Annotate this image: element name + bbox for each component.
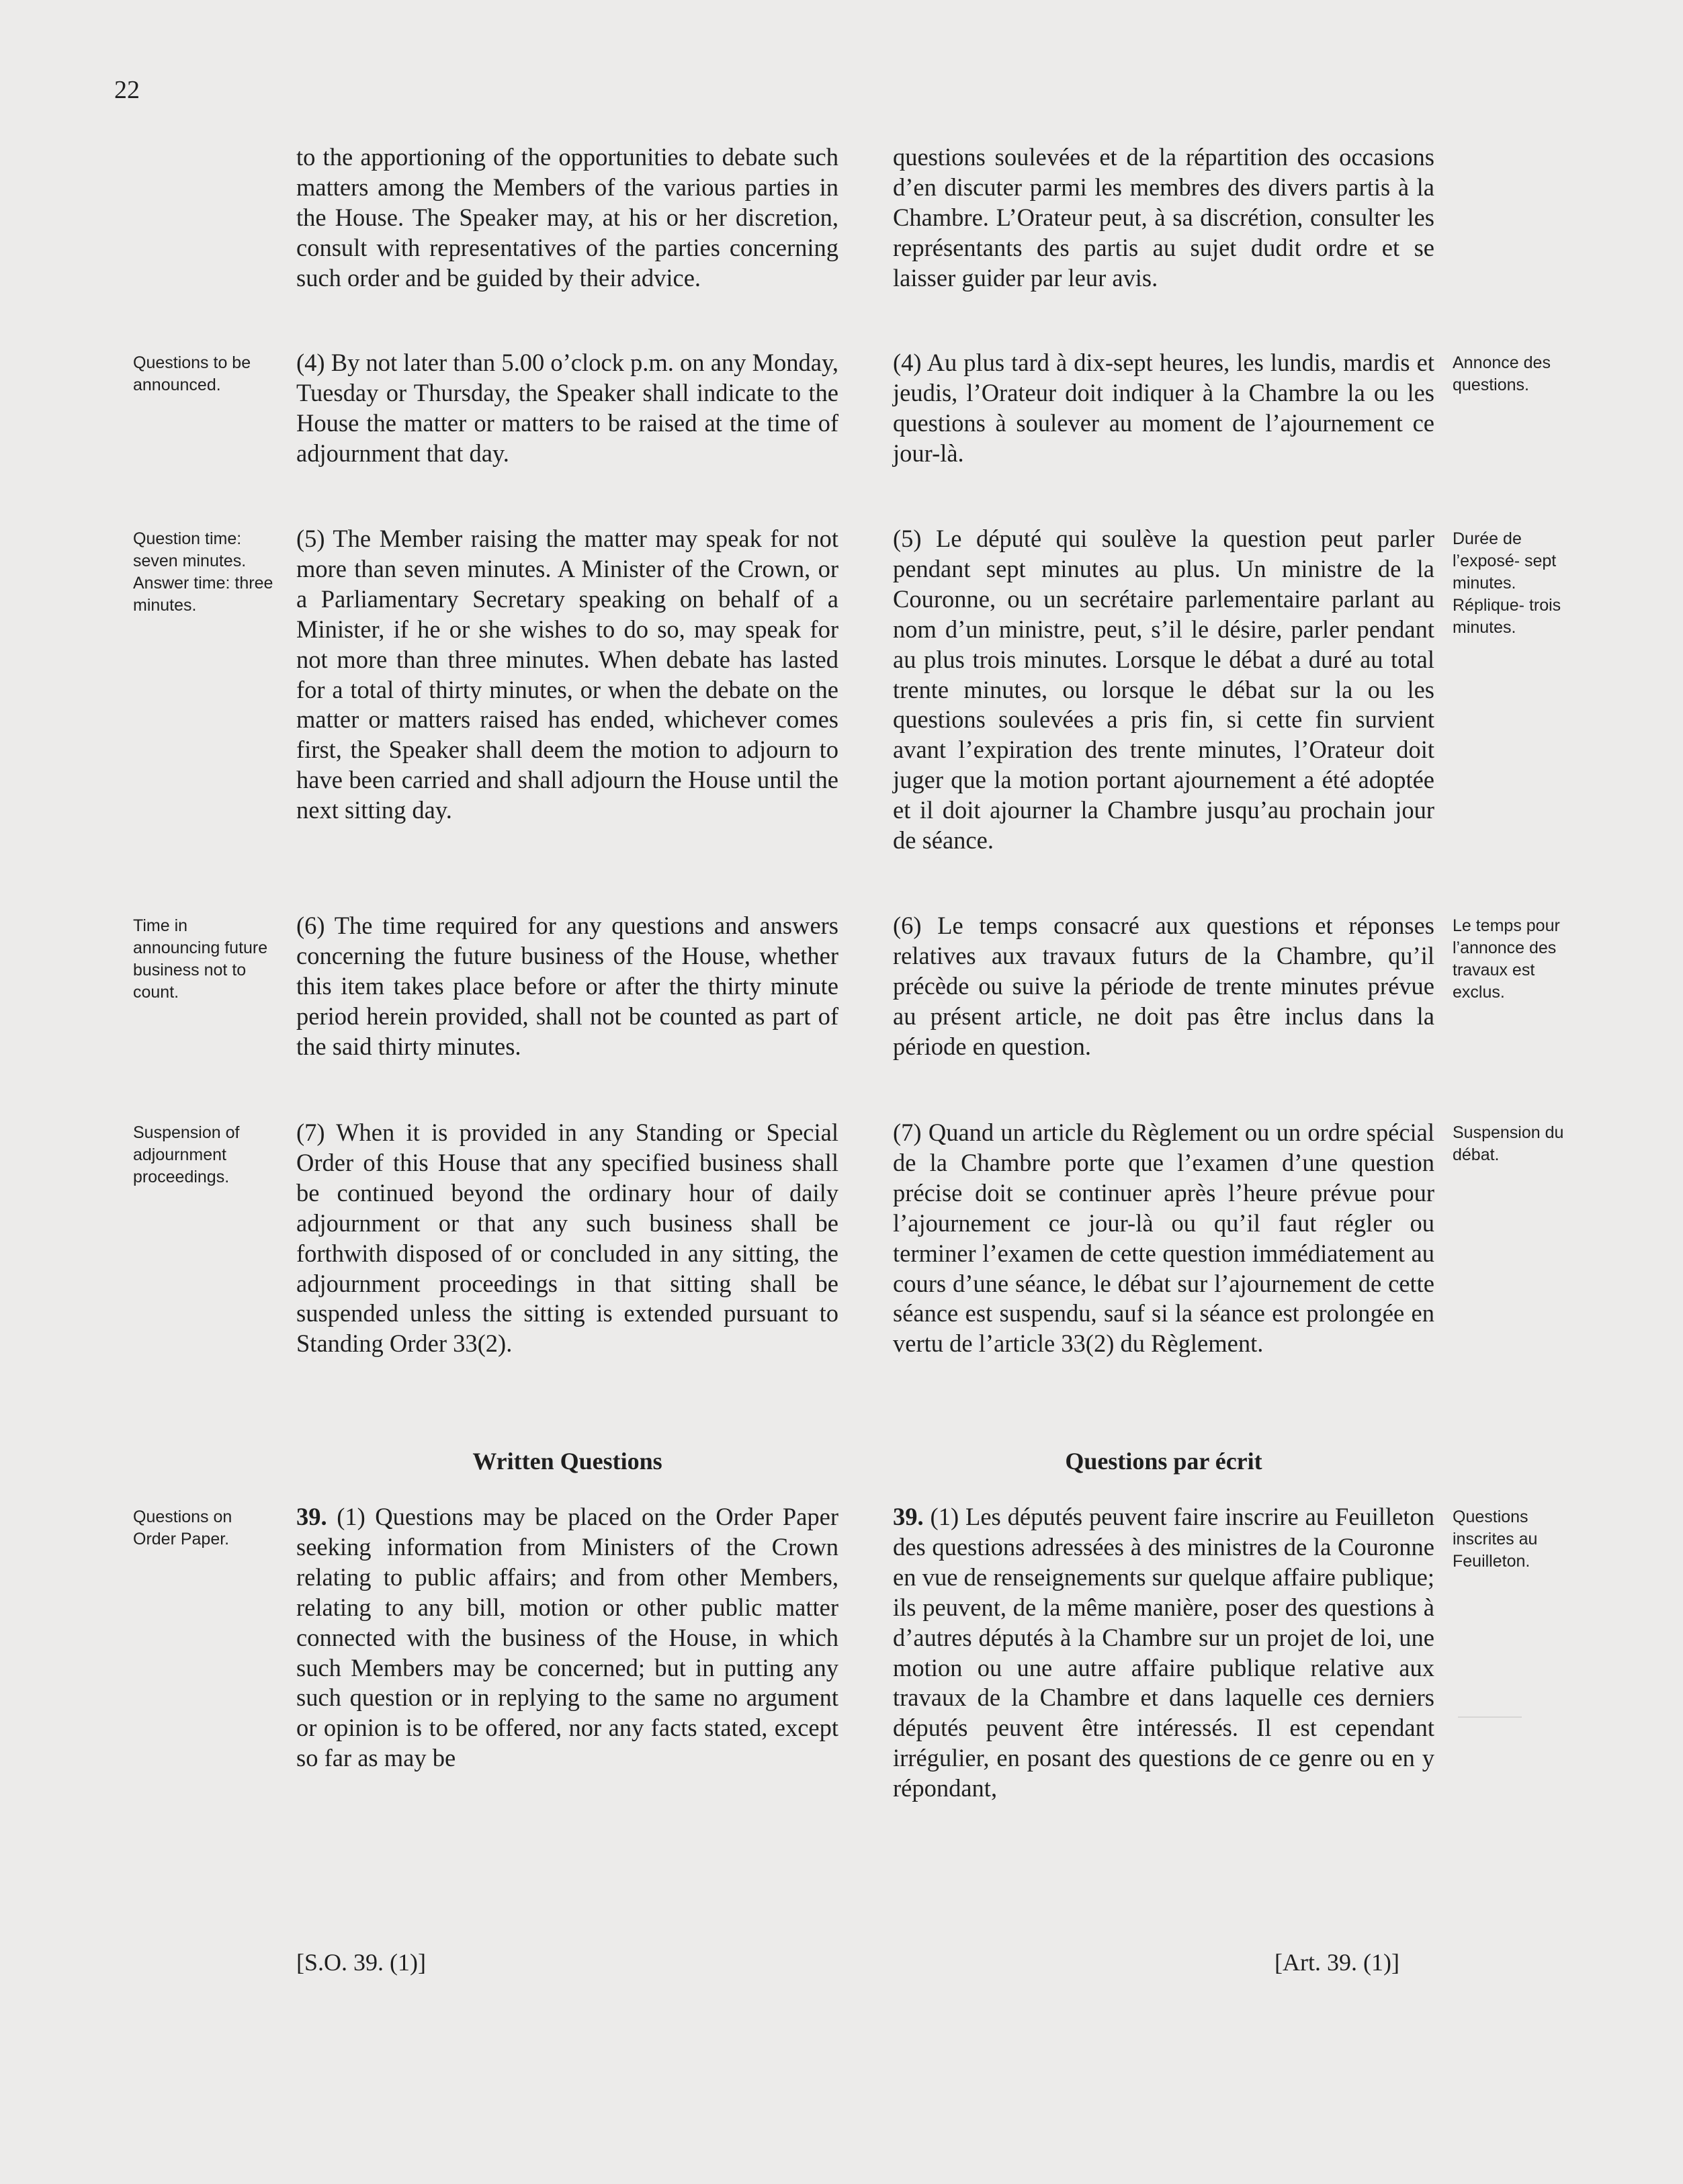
paragraph-7-fr: (7) Quand un article du Règlement ou un ordre spécial de la Chambre porte que l’examen d’une question précise doit se continuer après l’heure prévue pour l’ajournement ce jour-là ou qu’il faut régler ou terminer l’examen de cette question immédiatement au cours d’une séance, le débat sur l’ajournement de cette séance est suspendu, sauf si la séance est prolongée en vertu de l’article 33(2) du Règlement. bbox=[893, 1119, 1434, 1358]
paragraph-7-en: (7) When it is provided in any Standing or Special Order of this House that any specified business shall be continued beyond the ordinary hour of daily adjournment or that any such business shall be forthwith disposed of or concluded in any sitting, the adjournment proceedings in that sitting shall be suspended unless the sitting is extended pursuant to Standing Order 33(2). bbox=[296, 1119, 838, 1358]
paragraph-6-fr: (6) Le temps consacré aux questions et réponses relatives aux travaux futurs de la Chambre, qu’il précède ou suive la période de trente minutes prévue au présent article, ne doit pas être inclus dans la période en question. bbox=[893, 912, 1434, 1060]
paragraph-4-fr: (4) Au plus tard à dix-sept heures, les lundis, mardis et jeudis, l’Orateur doit indiquer à la Chambre la ou les questions à soulever au moment de l’ajournement ce jour-là. bbox=[893, 349, 1434, 467]
section-number-fr: 39. bbox=[893, 1503, 924, 1530]
margin-note-question-time: Question time: seven minutes. Answer time: three minutes. bbox=[133, 529, 273, 615]
margin-note-temps-annonce: Le temps pour l’annonce des travaux est exclus. bbox=[1453, 916, 1560, 1002]
bleed-through-line bbox=[1458, 1716, 1522, 1718]
paragraph-5-fr: (5) Le député qui soulève la question peut parler pendant sept minutes au plus. Un ministre de la Couronne, ou un secrétaire parlementaire parlant au nom d’un ministre, peut, s’il le désire, parler pendant au plus trois minutes. Lorsque le débat a duré au total trente minutes, ou lorsque le débat sur la ou les questions soulevées a pris fin, si cette fin survient avant l’expiration des trente minutes, l’Orateur doit juger que la motion portant ajournement a été adoptée et il doit ajourner la Chambre jusqu’au prochain jour de séance. bbox=[893, 525, 1434, 855]
heading-questions-par-ecrit: Questions par écrit bbox=[1065, 1448, 1262, 1475]
paragraph-39-en bbox=[296, 1502, 838, 1774]
margin-note-future-business: Time in announcing future business not to count. bbox=[133, 916, 268, 1002]
footer-citation-en: [S.O. 39. (1)] bbox=[296, 1949, 426, 1976]
paragraph-39-fr-text: (1) Les députés peuvent faire inscrire au Feuilleton des questions adressées à des ministres de la Couronne en vue de renseignements sur quelque affaire publique; ils peuvent, de la même manière, poser des questions à d’autres députés à la Chambre sur un projet de loi, une motion ou une autre affaire publique relative aux travaux de la Chambre et dans laquelle ces derniers députés peuvent être intéressés. Il est cependant irrégulier, en posant des questions de ce genre ou en y répondant, bbox=[893, 1503, 1435, 1802]
intro-paragraph-fr: questions soulevées et de la répartition des occasions d’en discuter parmi les membres des divers partis à la Chambre. L’Orateur peut, à sa discrétion, consulter les représentants des partis au sujet dudit ordre et se laisser guider par leur avis. bbox=[893, 143, 1434, 292]
margin-note-questions-feuilleton: Questions inscrites au Feuilleton. bbox=[1453, 1508, 1538, 1571]
margin-note-questions-announced: Questions to be announced. bbox=[133, 353, 251, 394]
paragraph-5-en: (5) The Member raising the matter may speak for not more than seven minutes. A Minister of the Crown, or a Parliamentary Secretary speaking on behalf of a Minister, if he or she wishes to do so, may speak for not more than three minutes. When debate has lasted for a total of thirty minutes, or when the debate on the matter or matters raised has ended, whichever comes first, the Speaker shall deem the motion to adjourn to have been carried and shall adjourn the House until the next sitting day. bbox=[296, 525, 838, 824]
margin-note-suspension-debat: Suspension du débat. bbox=[1453, 1123, 1564, 1164]
footer-citation-fr: [Art. 39. (1)] bbox=[1275, 1949, 1399, 1976]
intro-paragraph-en: to the apportioning of the opportunities to debate such matters among the Members of the various parties in the House. The Speaker may, at his or her discretion, consult with representatives of the parties concerning such order and be guided by their advice. bbox=[296, 143, 838, 292]
section-number: 39. bbox=[296, 1503, 327, 1530]
margin-note-questions-order-paper: Questions on Order Paper. bbox=[133, 1508, 232, 1548]
paragraph-39-fr bbox=[893, 1502, 1434, 1804]
paragraph-39-en-text: (1) Questions may be placed on the Order Paper seeking information from Ministers of the Crown relating to public affairs; and from other Members, relating to any bill, motion or other public matter connected with the business of the House, in which such Members may be concerned; but in putting any such question or in replying to the same no argument or opinion is to be offered, nor any facts stated, except so far as may be bbox=[296, 1503, 838, 1772]
paragraph-4-en: (4) By not later than 5.00 o’clock p.m. on any Monday, Tuesday or Thursday, the Speaker shall indicate to the House the matter or matters to be raised at the time of adjournment that day. bbox=[296, 349, 838, 467]
heading-written-questions: Written Questions bbox=[472, 1448, 662, 1475]
margin-note-suspension-adjournment: Suspension of adjournment proceedings. bbox=[133, 1123, 240, 1186]
margin-note-duree-expose: Durée de l’exposé- sept minutes. Réplique- trois minutes. bbox=[1453, 529, 1561, 637]
page-number: 22 bbox=[114, 76, 140, 104]
paragraph-6-en: (6) The time required for any questions and answers concerning the future business of the House, whether this item takes place before or after the thirty minute period herein provided, shall not be counted as part of the said thirty minutes. bbox=[296, 912, 838, 1060]
margin-note-annonce-questions: Annonce des questions. bbox=[1453, 353, 1551, 394]
